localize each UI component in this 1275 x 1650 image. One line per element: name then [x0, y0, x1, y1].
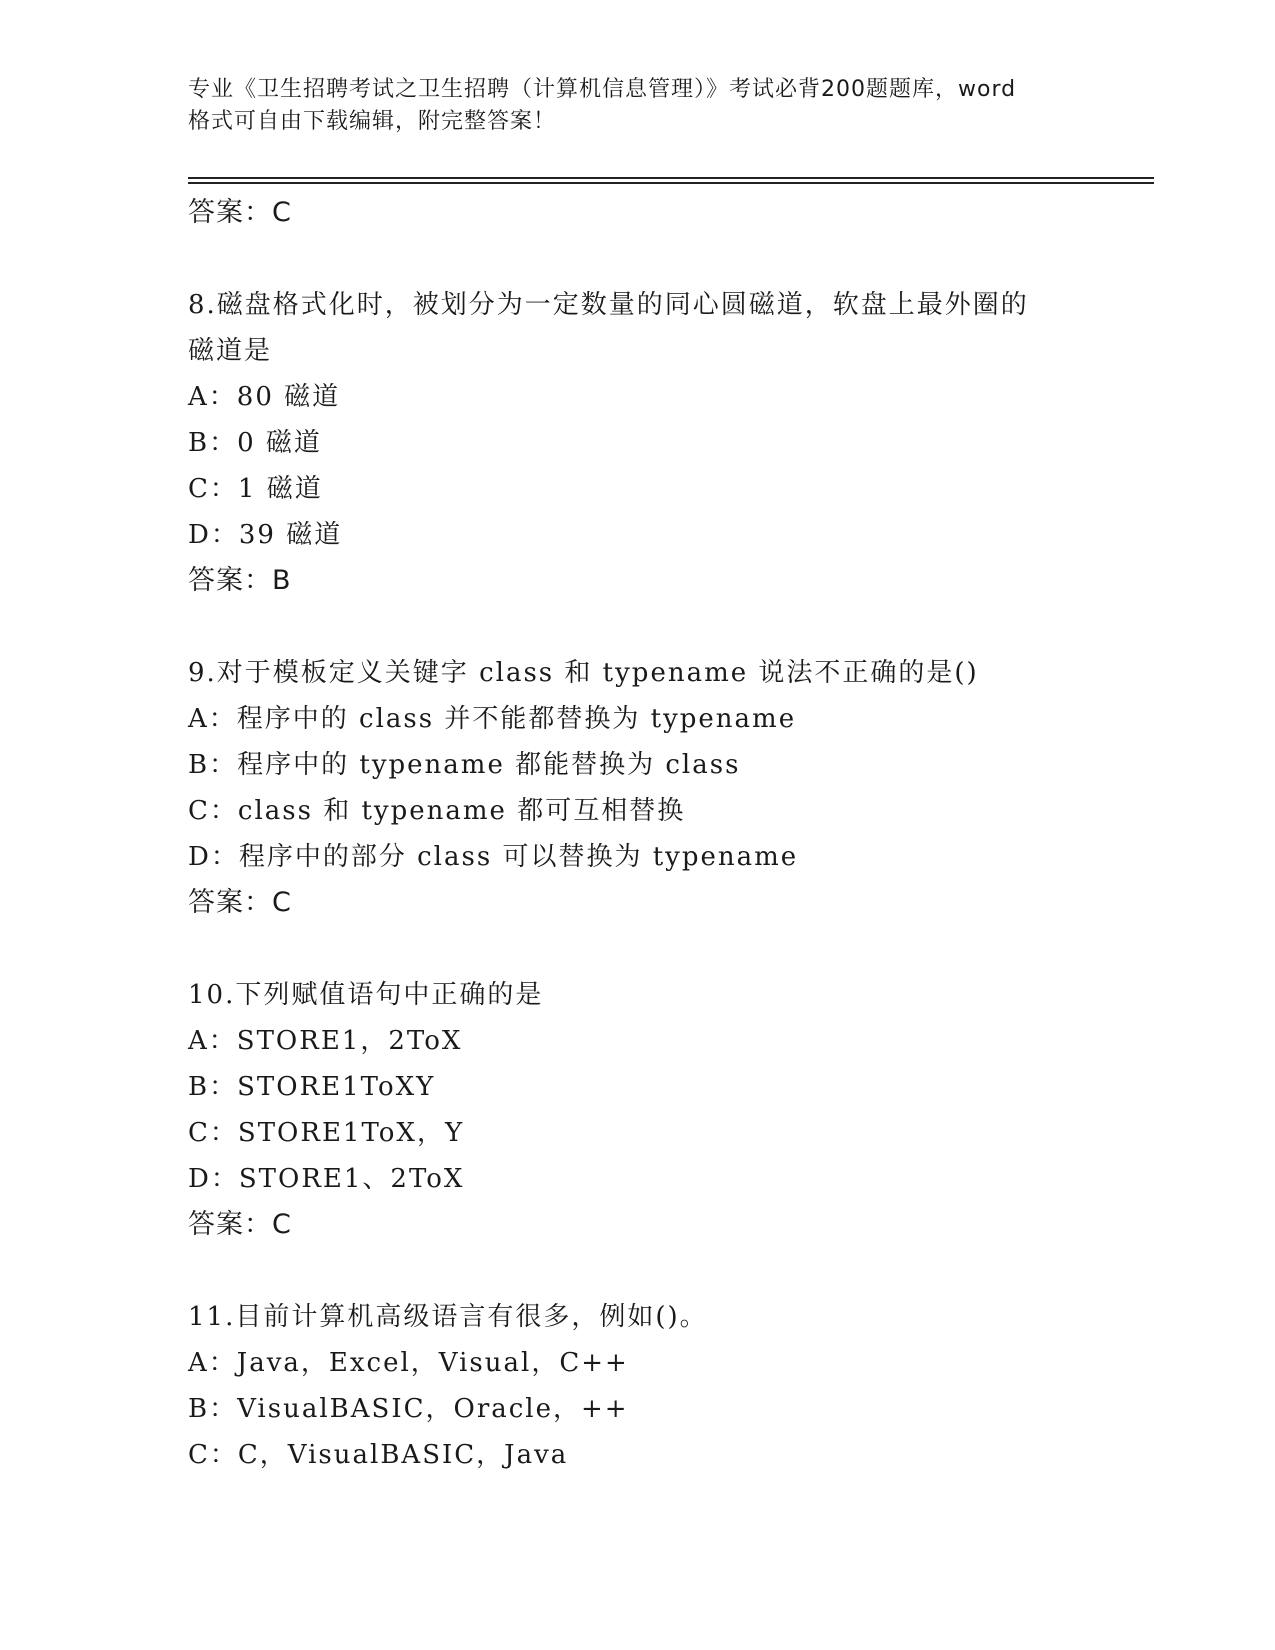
question-stem-continued: 磁道是 [188, 336, 273, 366]
option-b: B：程序中的 typename 都能替换为 class [188, 750, 741, 780]
option-b: B：0 磁道 [188, 428, 322, 458]
question-stem: 11.目前计算机高级语言有很多，例如()。 [188, 1302, 708, 1332]
question-block-10 [188, 972, 1148, 1248]
question-block-9 [188, 650, 1148, 926]
option-c: C：class 和 typename 都可互相替换 [188, 796, 686, 826]
spacer [188, 1248, 1148, 1294]
option-c: C：C，VisualBASIC，Java [188, 1440, 569, 1470]
answer-line: 答案：C [188, 1209, 292, 1240]
option-d: D：程序中的部分 class 可以替换为 typename [188, 842, 799, 872]
option-b: B：VisualBASIC，Oracle，++ [188, 1394, 629, 1424]
option-c: C：1 磁道 [188, 474, 323, 504]
option-d: D：39 磁道 [188, 520, 343, 550]
answer-line: 答案：B [188, 565, 292, 596]
document-body [188, 190, 1148, 1478]
header-line-2: 格式可自由下载编辑，附完整答案！ [188, 109, 557, 134]
option-b: B：STORE1ToXY [188, 1072, 436, 1102]
question-stem: 8.磁盘格式化时，被划分为一定数量的同心圆磁道，软盘上最外圈的 [188, 290, 1029, 320]
option-c: C：STORE1ToX，Y [188, 1118, 465, 1148]
document-header [188, 74, 1088, 138]
spacer [188, 604, 1148, 650]
option-d: D：STORE1、2ToX [188, 1164, 465, 1194]
option-a: A：程序中的 class 并不能都替换为 typename [188, 704, 797, 734]
spacer [188, 926, 1148, 972]
question-stem: 10.下列赋值语句中正确的是 [188, 980, 544, 1010]
question-block-11 [188, 1294, 1148, 1478]
answer-line: 答案：C [188, 887, 292, 918]
option-a: A：80 磁道 [188, 382, 341, 412]
header-line-1: 专业《卫生招聘考试之卫生招聘（计算机信息管理）》考试必背200题题库，word [188, 77, 1017, 102]
option-a: A：STORE1，2ToX [188, 1026, 463, 1056]
header-rule-top [188, 177, 1154, 179]
spacer [188, 236, 1148, 282]
header-rule-bottom [188, 182, 1154, 184]
question-stem: 9.对于模板定义关键字 class 和 typename 说法不正确的是() [188, 658, 979, 688]
answer-line: 答案：C [188, 197, 292, 228]
question-block-8 [188, 282, 1148, 604]
option-a: A：Java，Excel，Visual，C++ [188, 1348, 629, 1378]
